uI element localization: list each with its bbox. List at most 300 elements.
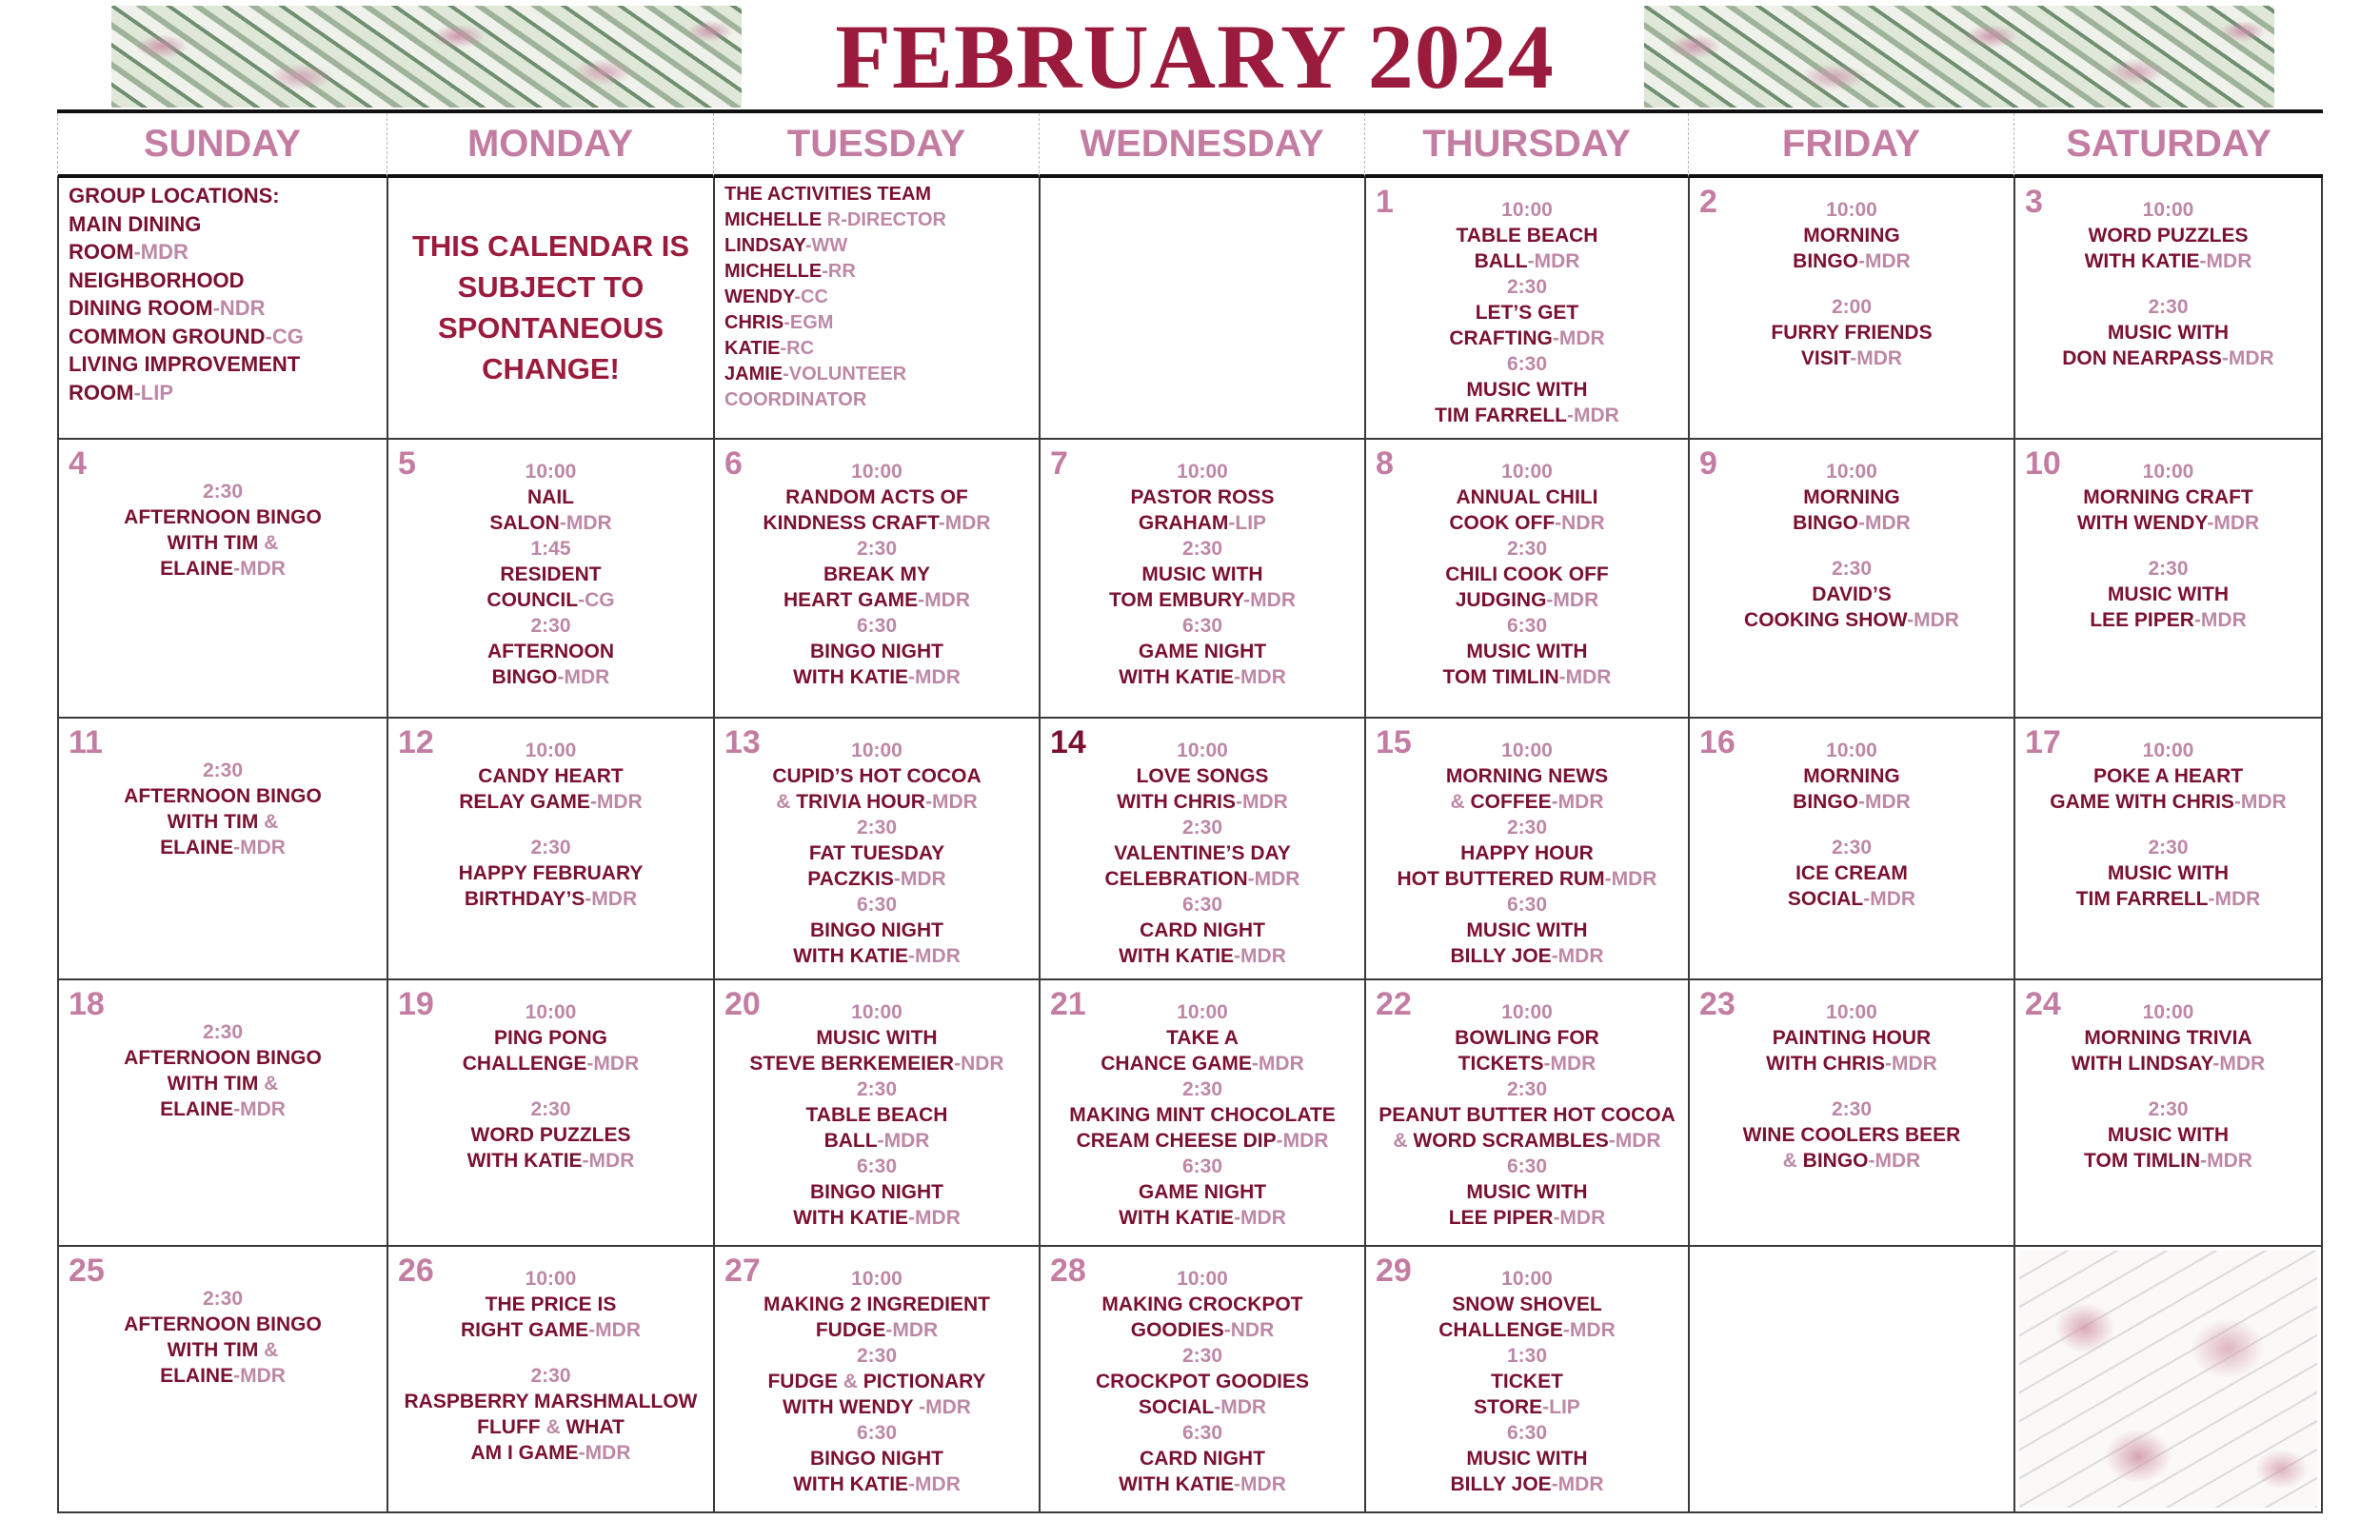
day-events [390, 738, 711, 912]
event-text: SOCIAL [1138, 1396, 1215, 1418]
event-line [1692, 484, 2012, 510]
event-time: 10:00 [525, 1268, 577, 1290]
event-text: MORNING [1803, 765, 1900, 787]
event-text: CELEBRATION [1104, 868, 1248, 890]
team-member [724, 362, 946, 387]
event-text: WITH WENDY [783, 1396, 920, 1418]
event-text: MUSIC WITH [1466, 919, 1588, 941]
event-time: 10:00 [1501, 199, 1553, 221]
team-member-role: -RC [780, 338, 815, 359]
event-text: WITH KATIE [1119, 1473, 1235, 1495]
event-line [2017, 248, 2319, 274]
day-number: 9 [1699, 445, 1717, 482]
event-text: GRAHAM [1138, 512, 1229, 534]
event-line [390, 1051, 711, 1076]
event-text: VALENTINE’S DAY [1114, 842, 1291, 864]
day-cell [713, 980, 1039, 1247]
event-time: 2:30 [856, 817, 898, 839]
event-line [717, 510, 1037, 536]
group-locations-heading: GROUP LOCATIONS: [69, 184, 280, 207]
event-text: BILLY JOE [1450, 945, 1552, 967]
event-text: MORNING [1803, 486, 1900, 508]
event-line [61, 1071, 385, 1096]
team-member-role: -WW [804, 235, 848, 256]
event-line [717, 1292, 1037, 1317]
event-text: STORE [1474, 1396, 1543, 1418]
day-cell [57, 178, 387, 440]
event-line [717, 1446, 1037, 1471]
event-text: HEART GAME [783, 589, 919, 611]
day-number: 25 [69, 1253, 105, 1289]
event-line [1368, 1394, 1686, 1420]
event-time: 10:00 [1501, 740, 1553, 761]
event-line [1042, 1446, 1362, 1471]
event-text: WHAT [560, 1416, 625, 1438]
event-line [390, 1148, 711, 1174]
day-number: 15 [1376, 724, 1412, 760]
event-text: MUSIC WITH [1466, 1181, 1588, 1203]
event-text: AFTERNOON BINGO [124, 1313, 322, 1335]
event-text: WITH KATIE [1119, 666, 1235, 688]
event-line [717, 1369, 1037, 1394]
notice-line: THIS CALENDAR IS [411, 229, 690, 263]
event-line [1368, 1369, 1686, 1394]
event-time: 10:00 [1177, 1001, 1228, 1023]
event-text: AFTERNOON BINGO [124, 1047, 322, 1069]
event-text: BREAK MY [823, 563, 930, 585]
event-line [61, 1045, 385, 1071]
event-text: ICE CREAM [1795, 862, 1908, 884]
event-location: -MDR [1234, 945, 1286, 967]
day-number: 19 [398, 986, 434, 1022]
event-text: ELAINE [160, 837, 234, 859]
event-line [1368, 1446, 1686, 1471]
event-line [1042, 763, 1362, 789]
event-text: COOK OFF [1449, 512, 1556, 534]
spacer [2017, 536, 2319, 556]
event-text: GOODIES [1130, 1319, 1224, 1341]
event-line [390, 562, 711, 587]
floral-image [2019, 1251, 2317, 1508]
event-text: WINE COOLERS BEER [1742, 1124, 1961, 1146]
day-events [390, 999, 711, 1174]
event-time: 6:30 [1506, 894, 1548, 916]
day-number: 7 [1050, 445, 1068, 482]
event-location: -MDR [1551, 1473, 1604, 1495]
event-text: MAKING MINT CHOCOLATE [1069, 1104, 1336, 1126]
event-text: TOM TIMLIN [1442, 666, 1559, 688]
day-events [1368, 459, 1686, 690]
event-location: -CG [578, 589, 615, 611]
event-time: 2:30 [1181, 1078, 1223, 1100]
event-time: 6:30 [1506, 1155, 1548, 1177]
event-time: 2:30 [2148, 1098, 2189, 1120]
day-events [1692, 738, 2012, 912]
event-location: -MDR [1243, 589, 1296, 611]
event-text: RANDOM ACTS OF [785, 486, 968, 508]
event-text: WITH TIM [167, 532, 265, 554]
event-line [390, 1440, 711, 1466]
day-events [1692, 459, 2012, 633]
spacer [61, 999, 385, 1019]
event-line [1368, 1205, 1686, 1231]
day-number: 16 [1699, 724, 1735, 760]
event-line [717, 484, 1037, 510]
event-text: HAPPY FEBRUARY [458, 862, 644, 884]
event-line [61, 504, 385, 530]
event-line [717, 587, 1037, 613]
spacer [2017, 815, 2319, 835]
event-line [1692, 1148, 2012, 1174]
event-text: MORNING [1803, 225, 1900, 247]
event-text: LEE PIPER [2090, 609, 2194, 631]
event-text: WITH CHRIS [1766, 1053, 1885, 1075]
event-time: 2:30 [202, 481, 244, 503]
event-line [1042, 1051, 1362, 1076]
event-line [1042, 1128, 1362, 1154]
event-time: 6:30 [856, 1422, 898, 1444]
day-events [61, 999, 385, 1122]
spacer [1692, 815, 2012, 835]
event-line [1368, 840, 1686, 866]
day-cell [2013, 980, 2323, 1247]
spacer [61, 459, 385, 479]
event-text: KINDNESS CRAFT [763, 512, 939, 534]
calendar-grid [57, 113, 2323, 1513]
day-number: 18 [69, 986, 105, 1022]
event-location: & [264, 532, 279, 554]
event-text: WITH TIM [167, 811, 265, 833]
day-number: 21 [1050, 986, 1086, 1022]
location-name-cont: DINING ROOM [69, 296, 213, 320]
event-line [61, 809, 385, 835]
event-line [390, 1292, 711, 1317]
event-line [2017, 886, 2319, 912]
day-number: 6 [724, 445, 743, 482]
event-line [1692, 223, 2012, 248]
event-location: -MDR [233, 837, 286, 859]
day-number: 22 [1376, 986, 1412, 1022]
day-events [390, 459, 711, 690]
day-header-monday: MONDAY [387, 113, 713, 178]
event-line [1368, 1102, 1686, 1128]
event-text: PING PONG [493, 1027, 608, 1049]
day-cell [1364, 178, 1688, 440]
day-cell [1688, 719, 2013, 980]
event-text: WITH KATIE [1119, 1207, 1235, 1229]
event-line [2017, 484, 2319, 510]
location-line [69, 238, 304, 267]
event-location: -MDR [1234, 1473, 1286, 1495]
team-member [724, 336, 946, 362]
event-text: BOWLING FOR [1455, 1027, 1599, 1049]
event-time: 6:30 [1506, 1422, 1548, 1444]
event-ampersand: & [1393, 1130, 1414, 1152]
location-code: -MDR [133, 240, 188, 264]
event-text: HAPPY HOUR [1460, 842, 1594, 864]
event-line [390, 510, 711, 536]
event-time: 10:00 [1501, 1001, 1553, 1023]
event-line [1042, 664, 1362, 690]
day-cell [1364, 719, 1688, 980]
event-line [1042, 1369, 1362, 1394]
event-text: ELAINE [160, 1098, 234, 1120]
event-time: 6:30 [1506, 615, 1548, 637]
event-time: 10:00 [1501, 1268, 1553, 1290]
day-number: 28 [1050, 1253, 1086, 1289]
event-text: TOM TIMLIN [2084, 1150, 2201, 1172]
event-line [1368, 789, 1686, 815]
location-name: NEIGHBORHOOD [69, 267, 245, 292]
event-text: LOVE SONGS [1136, 765, 1269, 787]
event-time: 2:30 [530, 1098, 571, 1120]
event-time: 1:30 [1506, 1345, 1548, 1367]
day-cell [387, 1247, 713, 1513]
event-line [717, 943, 1037, 969]
event-text: BINGO NIGHT [810, 1181, 943, 1203]
location-name: LIVING IMPROVEMENT [69, 352, 301, 376]
event-line [2017, 860, 2319, 886]
event-line [390, 664, 711, 690]
event-line [1368, 763, 1686, 789]
location-code: -NDR [212, 296, 266, 320]
event-line [1368, 918, 1686, 943]
event-text: BIRTHDAY’S [464, 888, 585, 910]
day-cell [57, 980, 387, 1247]
event-location: -MDR [1251, 1053, 1304, 1075]
event-location: -MDR [908, 666, 961, 688]
day-header-wednesday: WEDNESDAY [1039, 113, 1364, 178]
event-location: -MDR [908, 1207, 961, 1229]
event-text: CHALLENGE [462, 1053, 587, 1075]
spacer [1692, 536, 2012, 556]
day-events [1368, 999, 1686, 1231]
day-events [1692, 999, 2012, 1174]
event-line [1368, 866, 1686, 892]
event-text: COFFEE [1470, 791, 1552, 813]
event-time: 10:00 [1826, 740, 1877, 761]
event-line [717, 789, 1037, 815]
event-time: 10:00 [851, 1001, 902, 1023]
event-time: 2:00 [1831, 296, 1873, 318]
event-location: -MDR [1234, 1207, 1286, 1229]
event-time: 10:00 [1177, 1268, 1228, 1290]
team-member [724, 259, 946, 285]
day-cell [713, 719, 1039, 980]
team-member-name: JAMIE [724, 364, 783, 385]
day-cell [1039, 178, 1364, 440]
event-time: 2:30 [202, 1021, 244, 1043]
event-location: -MDR [1543, 1053, 1597, 1075]
day-number: 8 [1376, 445, 1394, 482]
event-text: TAKE A [1166, 1027, 1239, 1049]
event-text: CROCKPOT GOODIES [1095, 1371, 1310, 1392]
day-number: 13 [724, 724, 761, 760]
event-line [390, 860, 711, 886]
event-time: 2:30 [1506, 276, 1548, 298]
event-text: WITH KATIE [793, 1207, 909, 1229]
day-cell [1688, 1247, 2013, 1513]
event-line [717, 664, 1037, 690]
day-cell [1039, 440, 1364, 719]
event-line [1692, 1025, 2012, 1051]
event-text: WITH TIM [167, 1073, 265, 1095]
event-line [717, 1471, 1037, 1497]
team-member [724, 285, 946, 310]
event-time: 10:00 [2142, 740, 2194, 761]
team-member [724, 207, 946, 233]
event-location: -MDR [919, 1396, 971, 1418]
event-text: MUSIC WITH [2107, 322, 2230, 344]
event-line [1368, 639, 1686, 664]
event-location: -MDR [1868, 1150, 1921, 1172]
day-events [2017, 459, 2319, 633]
event-line [2017, 1051, 2319, 1076]
event-location: -MDR [918, 589, 970, 611]
event-text: AFTERNOON [487, 641, 614, 662]
event-line [1368, 1051, 1686, 1076]
event-line [717, 639, 1037, 664]
spacer [1692, 274, 2012, 294]
event-text: WORD PUZZLES [470, 1124, 631, 1146]
location-name-cont: ROOM [69, 380, 134, 405]
event-text: RASPBERRY MARSHMALLOW [404, 1391, 698, 1412]
day-number: 3 [2025, 184, 2043, 220]
event-text: LEE PIPER [1448, 1207, 1554, 1229]
notice-line: SUBJECT TO [457, 270, 645, 304]
event-text: WITH KATIE [1119, 945, 1235, 967]
floral-banner-left [111, 6, 742, 108]
event-time: 10:00 [525, 461, 577, 483]
event-location: -MDR [908, 1473, 961, 1495]
event-location: -MDR [2199, 250, 2252, 272]
event-text: JUDGING [1455, 589, 1547, 611]
event-line [1368, 248, 1686, 274]
event-text: ELAINE [160, 1365, 234, 1387]
event-text: WITH WENDY [2076, 512, 2208, 534]
event-line [1368, 562, 1686, 587]
day-events [2017, 738, 2319, 912]
event-text: RESIDENT [500, 563, 602, 585]
event-text: CANDY HEART [478, 765, 624, 787]
event-line [717, 1102, 1037, 1128]
event-text: ELAINE [160, 558, 234, 580]
team-member-name: CHRIS [724, 312, 784, 333]
event-line [61, 530, 385, 556]
event-location: -MDR [1907, 609, 1959, 631]
event-location: -MDR [1214, 1396, 1267, 1418]
event-line [390, 587, 711, 613]
event-text: RELAY GAME [459, 791, 590, 813]
event-text: BINGO NIGHT [810, 641, 943, 662]
team-member-name: KATIE [724, 338, 781, 359]
event-line [1042, 840, 1362, 866]
event-line [2017, 763, 2319, 789]
event-text: PACZKIS [807, 868, 894, 890]
day-cell [713, 1247, 1039, 1513]
event-text: BINGO [1793, 512, 1858, 534]
team-member [724, 233, 946, 259]
event-location: -MDR [1552, 327, 1605, 349]
event-time: 6:30 [1181, 1422, 1223, 1444]
event-text: RIGHT GAME [461, 1319, 589, 1341]
day-events [1042, 459, 1362, 690]
team-member-role: -CC [794, 286, 828, 307]
event-line [1042, 1317, 1362, 1343]
day-cell [1039, 719, 1364, 980]
event-text: BALL [823, 1130, 878, 1152]
event-time: 10:00 [1177, 461, 1228, 483]
event-line [717, 1394, 1037, 1420]
event-location: -MDR [924, 791, 978, 813]
event-line [1692, 582, 2012, 607]
day-number: 10 [2025, 445, 2061, 482]
event-text: BALL [1474, 250, 1528, 272]
event-location: -MDR [1858, 791, 1911, 813]
day-events [1042, 1266, 1362, 1497]
event-location: -NDR [954, 1053, 1004, 1075]
event-time: 10:00 [2142, 461, 2194, 483]
event-text: TABLE BEACH [1456, 225, 1598, 247]
event-text: WITH LINDSAY [2071, 1053, 2213, 1075]
event-time: 10:00 [2142, 1001, 2194, 1023]
event-text: BILLY JOE [1450, 1473, 1552, 1495]
day-number: 11 [69, 724, 103, 760]
floral-banner-right [1644, 6, 2274, 108]
event-line [717, 1205, 1037, 1231]
spacer [1692, 1076, 2012, 1096]
event-text: CARD NIGHT [1140, 1448, 1265, 1470]
event-line [390, 789, 711, 815]
event-line [2017, 789, 2319, 815]
event-line [390, 1317, 711, 1343]
event-text: MAKING 2 INGREDIENT [763, 1293, 990, 1315]
event-text: MUSIC WITH [1141, 563, 1263, 585]
event-line [2017, 1122, 2319, 1148]
event-location: -MDR [586, 1053, 640, 1075]
event-ampersand: & [1450, 791, 1471, 813]
spacer [61, 1266, 385, 1286]
event-text: FUDGE [815, 1319, 886, 1341]
day-cell [1688, 178, 2013, 440]
event-line [1692, 763, 2012, 789]
event-ampersand: & [545, 1416, 561, 1438]
event-location: -MDR [1608, 1130, 1661, 1152]
event-text: POKE A HEART [2092, 765, 2244, 787]
day-events [1368, 738, 1686, 969]
event-location: -MDR [557, 666, 610, 688]
event-text: PEANUT BUTTER HOT COCOA [1378, 1104, 1676, 1126]
event-location: -MDR [1858, 512, 1911, 534]
event-text: MUSIC WITH [1466, 641, 1588, 662]
event-time: 6:30 [856, 1155, 898, 1177]
event-line [61, 1312, 385, 1337]
day-header-friday: FRIDAY [1688, 113, 2013, 178]
event-location: -MDR [2208, 888, 2261, 910]
location-name: MAIN DINING [69, 211, 202, 236]
event-line [2017, 320, 2319, 346]
event-line [2017, 582, 2319, 607]
day-events [717, 738, 1037, 969]
day-cell [387, 980, 713, 1247]
day-cell [387, 719, 713, 980]
location-name-cont: ROOM [69, 240, 134, 264]
event-text: TICKETS [1458, 1053, 1544, 1075]
event-text: CREAM CHEESE DIP [1076, 1130, 1277, 1152]
event-location: -MDR [893, 868, 946, 890]
event-line [390, 1025, 711, 1051]
event-line [1042, 1292, 1362, 1317]
